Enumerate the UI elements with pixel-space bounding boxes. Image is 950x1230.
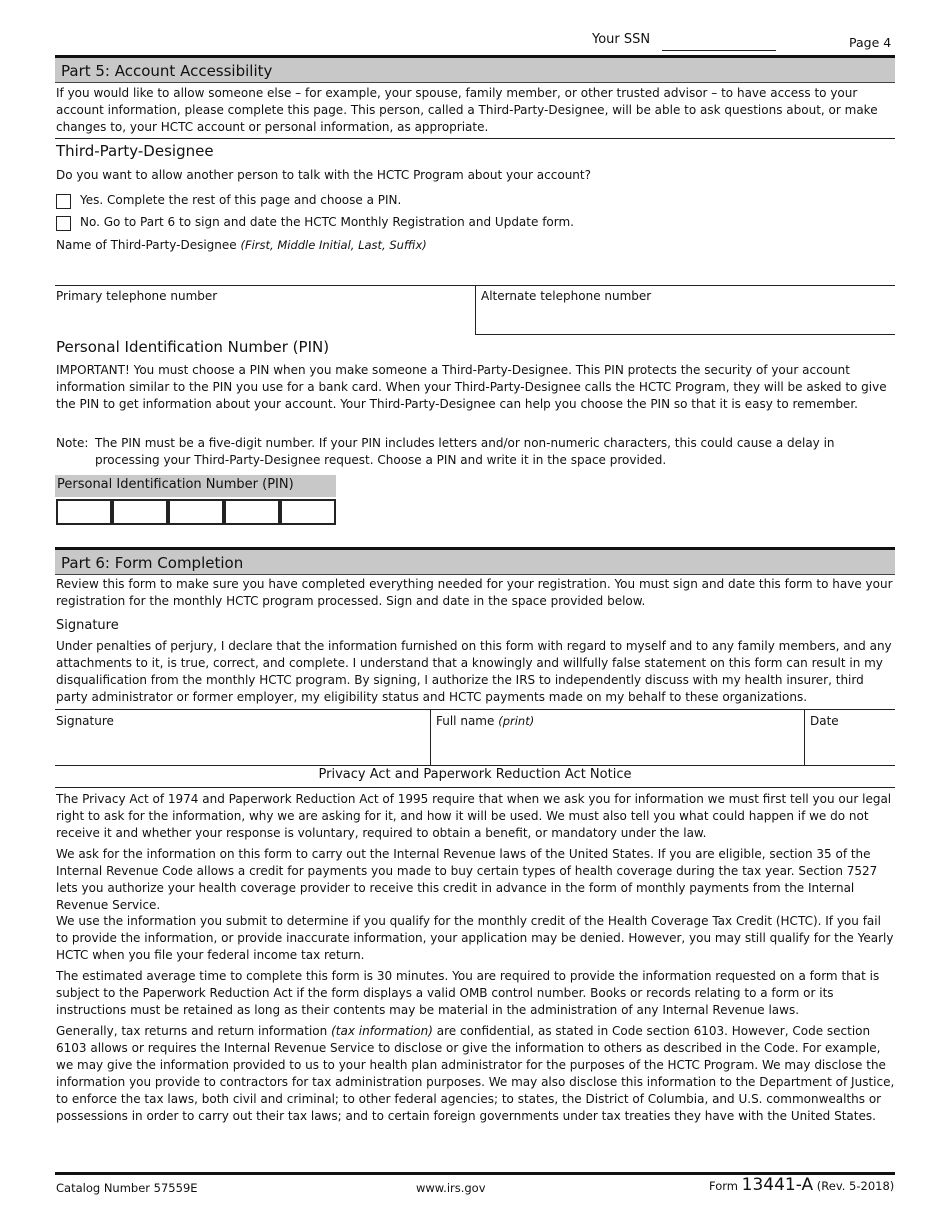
date-input[interactable]: [806, 730, 894, 763]
divider: [804, 709, 805, 765]
pin-box-label: Personal Identification Number (PIN): [57, 477, 294, 492]
primary-phone-input[interactable]: [55, 305, 473, 333]
irs-website[interactable]: www.irs.gov: [416, 1181, 486, 1195]
divider: [475, 334, 895, 335]
pin-note-prefix: Note:: [56, 436, 89, 450]
privacy-paragraph-1: The Privacy Act of 1974 and Paperwork Reduction Act of 1995 require that when we ask you for information we must first tell you our legal right to ask for the information, why we are asking for it, and how it will be used. We must also tell you what could happen if we do not receive it and whether your response is voluntary, required to obtain a benefit, or mandatory under the law.: [56, 792, 892, 840]
p5-italic: (tax information): [331, 1024, 433, 1038]
privacy-paragraph-3: We use the information you submit to determine if you qualify for the monthly credit of the Health Coverage Tax Credit (HCTC). If you fail to provide the information, or provide inaccurate information, your application may be denied. However, you may still qualify for the Yearly HCTC when you file your federal income tax return.: [56, 914, 894, 962]
pin-note-line1: The PIN must be a five-digit number. If your PIN includes letters and/or non-numeric characters, this could cause a delay in: [95, 436, 835, 450]
form-prefix: Form: [709, 1179, 738, 1193]
designee-name-label: [56, 237, 427, 254]
p5-before: Generally, tax returns and return information: [56, 1024, 328, 1038]
designee-name-input[interactable]: [55, 255, 895, 285]
divider: [55, 709, 895, 710]
alternate-phone-label: Alternate telephone number: [481, 289, 652, 303]
form-revision: (Rev. 5-2018): [816, 1179, 895, 1193]
divider: [55, 138, 895, 139]
full-name-input[interactable]: [432, 730, 802, 763]
form-number: 13441-A: [741, 1175, 814, 1195]
designee-question: Do you want to allow another person to talk with the HCTC Program about your account?: [56, 168, 591, 182]
designee-heading: Third-Party-Designee: [56, 142, 214, 160]
form-id: [709, 1175, 894, 1195]
pin-digit-3[interactable]: [168, 499, 224, 525]
part6-header: [55, 547, 895, 575]
ssn-field[interactable]: [662, 50, 776, 51]
pin-digit-4[interactable]: [224, 499, 280, 525]
no-option-label: No. Go to Part 6 to sign and date the HCTC Monthly Registration and Update form.: [80, 215, 574, 229]
yes-checkbox[interactable]: [56, 194, 71, 209]
part5-intro: If you would like to allow someone else – for example, your spouse, family member, or other trusted advisor – to have access to your account information, please complete this page. This person, called a Third-Party-Designee, will be able to ask questions about, or make changes to, your HCTC account or personal information, as appropriate.: [56, 86, 878, 134]
divider: [55, 787, 895, 788]
perjury-declaration: Under penalties of perjury, I declare that the information furnished on this form with regard to myself and to any family members, and any attachments to it, is true, correct, and complete. I understand that a knowingly and willfully false statement on this form can result in my disqualification from the monthly HCTC program. By signing, I authorize the IRS to independently discuss with my health insurer, third party administrator or former employer, my eligibility status and HCTC payments made on my behalf to these organizations.: [56, 639, 892, 704]
full-name-label-wrap: [436, 713, 534, 730]
alternate-phone-input[interactable]: [477, 305, 893, 333]
ssn-label: Your SSN: [592, 32, 651, 47]
privacy-paragraph-5: [56, 1023, 896, 1125]
yes-option-label: Yes. Complete the rest of this page and choose a PIN.: [80, 193, 402, 207]
part5-title: Part 5: Account Accessibility: [61, 62, 273, 80]
divider: [55, 765, 895, 766]
pin-important: IMPORTANT! You must choose a PIN when you make someone a Third-Party-Designee. This PIN protects the security of your account information similar to the PIN you use for a bank card. When your Third-Party-Designee calls the HCTC Program, they will be asked to give the PIN to get information about your account. Your Third-Party-Designee can help you choose the PIN so that it is easy to remember.: [56, 363, 887, 411]
privacy-title: Privacy Act and Paperwork Reduction Act Notice: [318, 767, 632, 782]
pin-heading: Personal Identification Number (PIN): [56, 338, 330, 356]
designee-name-text: Name of Third-Party-Designee: [56, 238, 237, 252]
privacy-paragraph-2: We ask for the information on this form to carry out the Internal Revenue laws of the United States. If you are eligible, section 35 of the Internal Revenue Code allows a credit for payments you made to buy certain types of health coverage during the tax year. Section 7527 lets you authorize your health coverage provider to receive this credit in advance in the form of monthly payments from the Internal Revenue Service.: [56, 847, 878, 912]
designee-name-hint: (First, Middle Initial, Last, Suffix): [240, 238, 427, 252]
signature-input[interactable]: [55, 730, 428, 763]
part6-title: Part 6: Form Completion: [61, 554, 244, 572]
part6-intro: Review this form to make sure you have completed everything needed for your registration. You must sign and date this form to have your registration for the monthly HCTC program processed. Sign and date in the space provided below.: [56, 577, 893, 608]
primary-phone-label: Primary telephone number: [56, 289, 218, 303]
pin-note-line2: processing your Third-Party-Designee request. Choose a PIN and write it in the space provided.: [95, 453, 667, 467]
pin-label-band: [55, 475, 336, 497]
no-checkbox[interactable]: [56, 216, 71, 231]
catalog-number: Catalog Number 57559E: [56, 1181, 198, 1195]
page-number: Page 4: [849, 35, 892, 50]
date-label: Date: [810, 714, 839, 728]
signature-heading: Signature: [56, 618, 119, 633]
divider: [430, 709, 431, 765]
part5-header: [55, 55, 895, 83]
pin-digit-5[interactable]: [280, 499, 336, 525]
pin-digit-1[interactable]: [56, 499, 112, 525]
p5-after: are confidential, as stated in Code section 6103. However, Code section 6103 allows or requires the Internal Revenue Service to disclose or give the information to others as described in the Code. For example, we may give the information provided to us to your health plan administrator for the purposes of the HCTC Program. We may disclose the information you provide to contractors for tax administration purposes. We may also disclose this information to the Department of Justice, to enforce the tax laws, both civil and criminal; to other federal agencies; to states, the District of Columbia, and U.S. commonwealths or possessions in order to carry out their tax laws; and to certain foreign governments under tax treaties they have with the United States.: [56, 1024, 895, 1123]
pin-digit-2[interactable]: [112, 499, 168, 525]
full-name-label: Full name: [436, 714, 495, 728]
divider: [475, 285, 476, 335]
privacy-paragraph-4: The estimated average time to complete this form is 30 minutes. You are required to provide the information requested on a form that is subject to the Paperwork Reduction Act if the form displays a valid OMB control number. Books or records relating to a form or its instructions must be retained as long as their contents may be material in the administration of any Internal Revenue laws.: [56, 969, 880, 1017]
signature-label: Signature: [56, 714, 114, 728]
full-name-hint: (print): [498, 714, 535, 728]
